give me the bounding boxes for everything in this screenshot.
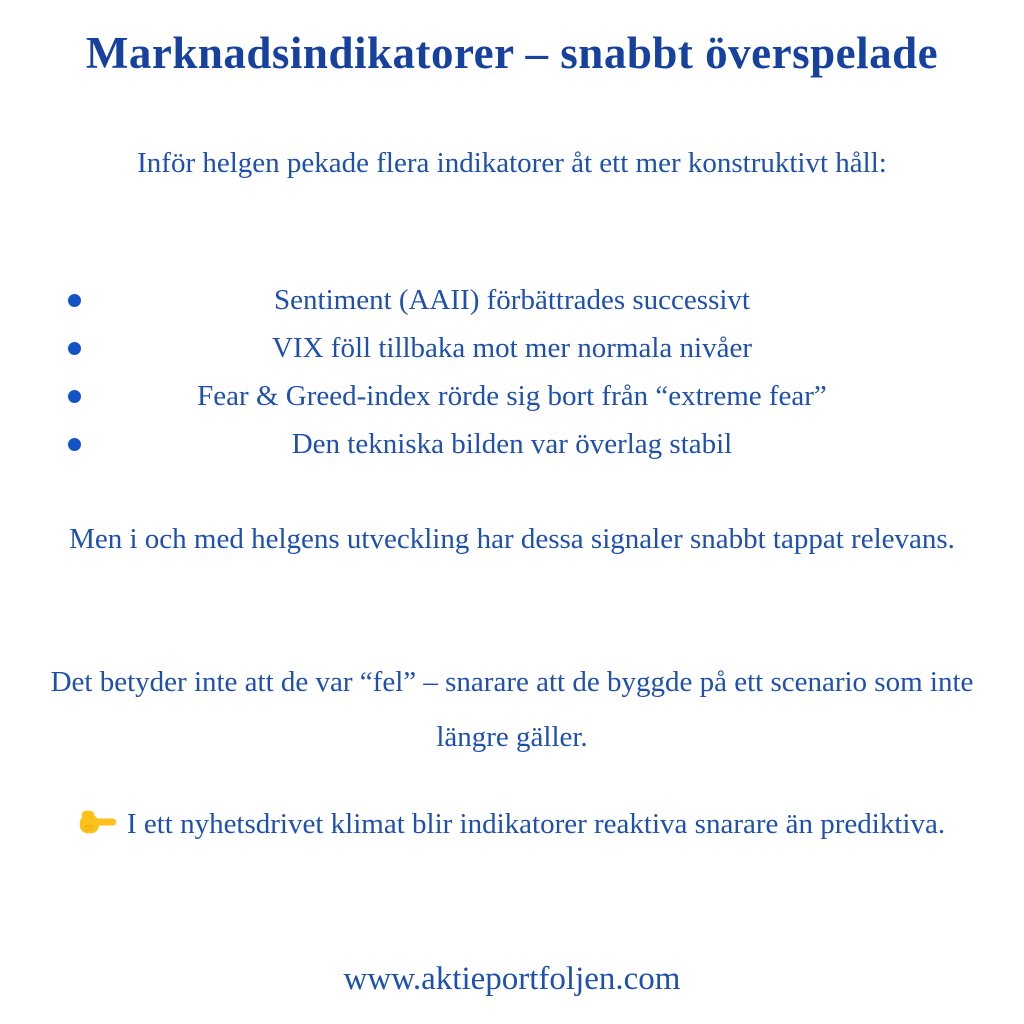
callout-text: I ett nyhetsdrivet klimat blir indikatorer reaktiva snarare än prediktiva. xyxy=(126,808,946,840)
bullet-list xyxy=(40,276,984,468)
pointing-right-icon xyxy=(79,807,117,837)
callout-paragraph xyxy=(40,797,984,852)
intro-paragraph: Inför helgen pekade flera indikatorer åt ett mer konstruktivt håll: xyxy=(137,147,887,179)
page-title: Marknadsindikatorer – snabbt överspelade xyxy=(85,28,939,78)
bullet-item xyxy=(40,276,984,324)
footer-url: www.aktieportfoljen.com xyxy=(343,961,681,997)
bullet-dot-icon xyxy=(68,438,81,451)
bullet-item xyxy=(40,372,984,420)
bullet-text: Fear & Greed-index rörde sig bort från “extreme fear” xyxy=(197,380,827,412)
paragraph-signals-relevance: Men i och med helgens utveckling har dessa signaler snabbt tappat relevans. xyxy=(69,523,955,555)
bullet-dot-icon xyxy=(68,342,81,355)
bullet-item xyxy=(40,420,984,468)
bullet-dot-icon xyxy=(68,390,81,403)
paragraph-scenario: Det betyder inte att de var “fel” – snarare att de byggde på ett scenario som inte längre gäller. xyxy=(50,666,974,754)
bullet-text: Den tekniska bilden var överlag stabil xyxy=(291,428,733,460)
bullet-item xyxy=(40,324,984,372)
bullet-text: VIX föll tillbaka mot mer normala nivåer xyxy=(272,332,752,364)
bullet-text: Sentiment (AAII) förbättrades successivt xyxy=(274,284,750,316)
bullet-dot-icon xyxy=(68,294,81,307)
